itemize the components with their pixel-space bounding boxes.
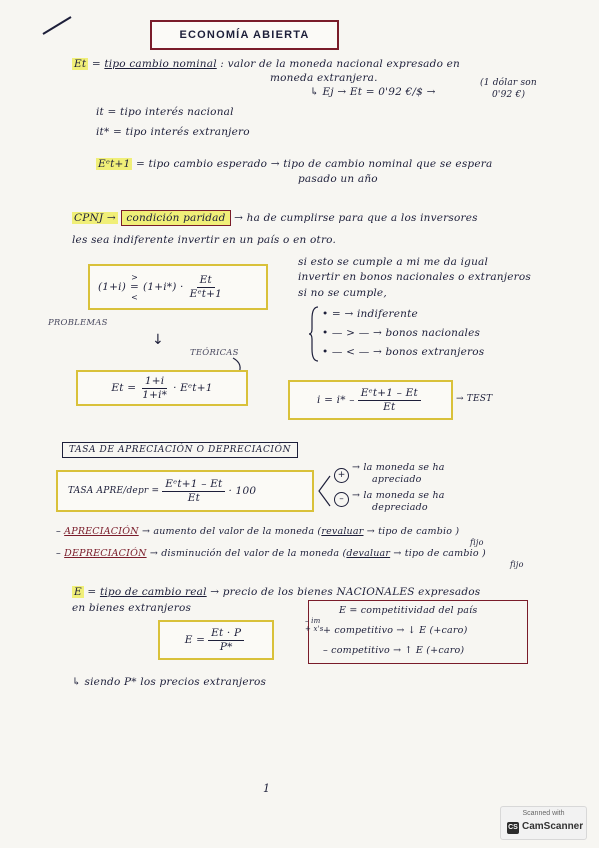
et1-text2: pasado un año — [298, 173, 378, 185]
interest-formula-box — [288, 380, 453, 420]
bullet-greater: • — > — → bonos nacionales — [322, 327, 481, 339]
badge-line2: CamScanner — [522, 821, 584, 832]
et-example-note2: 0'92 €) — [492, 90, 526, 100]
tasa-lhs: TASA APRE/depr = — [68, 486, 160, 496]
tasa-header: TASA DE APRECIACIÓN O DEPRECIACIÓN — [62, 442, 298, 458]
et1-line1 — [96, 158, 492, 170]
depreciacion-term: DEPRECIACIÓN — [64, 548, 147, 559]
page-title: ECONOMÍA ABIERTA — [150, 20, 339, 50]
real-line1: E = tipo de cambio real → precio de los bienes NACIONALES expresados — [74, 586, 481, 598]
et-formula-box — [76, 370, 248, 406]
pen-stroke-decoration — [40, 14, 74, 38]
f1-cmp-top: > — [131, 272, 138, 282]
minus-text2: depreciado — [372, 502, 428, 513]
f2-lhs: Et = — [111, 382, 137, 394]
bullet-less: • — < — → bonos extranjeros — [322, 346, 485, 358]
tasa-formula-box — [56, 470, 314, 512]
f1-left: (1+i) — [98, 281, 127, 293]
f2-den: 1+i* — [142, 388, 168, 401]
apreciacion-note: → tipo de cambio ) — [366, 526, 460, 537]
bullets-brace — [308, 305, 320, 363]
plus-text2: apreciado — [372, 474, 422, 485]
minus-circle: – — [334, 492, 349, 507]
plus-text1: → la moneda se ha — [352, 462, 445, 473]
tasa-brace — [316, 474, 332, 508]
real-text2: en bienes extranjeros — [72, 602, 192, 614]
f3-num: Eᵉt+1 – Et — [358, 387, 421, 401]
box-side-note: – im + x's — [305, 617, 324, 633]
f3-den: Et — [383, 400, 396, 413]
siendo-line: ↳ siendo P* los precios extranjeros — [72, 676, 267, 688]
plus-circle: + — [334, 468, 349, 483]
et-definition: Et = tipo cambio nominal : valor de la moneda nacional expresado en — [74, 58, 460, 70]
camscanner-logo-icon: CS — [507, 822, 519, 834]
et1-symbol: Eᵉt+1 — [98, 158, 131, 170]
teoricas-label: TEÓRICAS — [190, 348, 239, 358]
f1-cmp-bot: < — [131, 292, 138, 302]
box-line3: – competitivo → ↑ E (+caro) — [323, 645, 465, 656]
real-f-den: P* — [219, 640, 233, 653]
real-f-lhs: E = — [184, 634, 206, 646]
et-example-note1: (1 dólar son — [480, 78, 537, 88]
cpnj-text2: les sea indiferente invertir en un país o en otro. — [72, 234, 337, 246]
apreciacion-term: APRECIACIÓN — [64, 526, 139, 537]
it-definition: it = tipo interés nacional — [96, 106, 234, 118]
tasa-num: Eᵉt+1 – Et — [162, 478, 225, 492]
real-formula-box — [158, 620, 274, 660]
et-term: tipo cambio nominal — [104, 58, 217, 70]
depreciacion-note: → tipo de cambio ) — [393, 548, 486, 559]
et-symbol: Et — [74, 58, 87, 70]
box-line2: + competitivo → ↓ E (+caro) — [323, 625, 468, 636]
test-note: → TEST — [456, 394, 493, 404]
apreciacion-fijo: fijo — [470, 538, 484, 547]
it-star-definition: it* = tipo interés extranjero — [96, 126, 250, 138]
et-example: ↳ Ej → Et = 0'92 €/$ → — [310, 86, 436, 98]
f1-cmp-mid: = — [130, 280, 140, 293]
real-text1: → precio de los bienes NACIONALES expresados — [210, 586, 481, 598]
f3-lhs: i = i* – — [317, 394, 355, 406]
f1-num: Et — [197, 274, 215, 288]
badge-line1: Scanned with — [522, 810, 565, 817]
box-line1: E = competitividad del país — [339, 605, 478, 616]
cpnj-line1 — [72, 212, 478, 224]
f1-den: Eᵉt+1 — [189, 287, 223, 300]
real-symbol: E — [74, 586, 82, 598]
cpnj-text1: → ha de cumplirse para que a los inversores — [234, 212, 478, 224]
real-f-num: Et · P — [208, 627, 244, 641]
tasa-rhs: · 100 — [228, 485, 257, 497]
apreciacion-line: – APRECIACIÓN → aumento del valor de la moneda (revaluar → tipo de cambio ) — [56, 526, 460, 537]
page-number: 1 — [263, 782, 271, 795]
depreciacion-text: → disminución del valor de la moneda ( — [149, 548, 347, 559]
devaluar-term: devaluar — [346, 548, 391, 559]
et1-text1: = tipo cambio esperado → tipo de cambio nominal que se espera — [135, 158, 493, 170]
parity-formula-box — [88, 264, 268, 310]
et-text1: : valor de la moneda nacional expresado en — [220, 58, 460, 70]
note-right-l3: si no se cumple, — [298, 287, 387, 299]
down-arrow-icon: ↓ — [152, 332, 164, 348]
depreciacion-line: – DEPRECIACIÓN → disminución del valor de la moneda (devaluar → tipo de cambio ) — [56, 548, 486, 559]
f1-right: (1+i*) · — [143, 281, 184, 293]
cpnj-label: CPNJ → — [74, 212, 116, 224]
camscanner-badge — [500, 806, 587, 840]
competitividad-box — [305, 600, 528, 664]
real-term: tipo de cambio real — [99, 586, 207, 598]
depreciacion-fijo: fijo — [510, 560, 524, 569]
apreciacion-text: → aumento del valor de la moneda ( — [141, 526, 322, 537]
tasa-den: Et — [187, 491, 200, 504]
revaluar-term: revaluar — [321, 526, 364, 537]
note-right-l2: invertir en bonos nacionales o extranjeros — [298, 271, 531, 283]
et-text2: moneda extranjera. — [270, 72, 378, 84]
note-right-l1: si esto se cumple a mi me da igual — [298, 256, 489, 268]
problemas-label: PROBLEMAS — [48, 318, 108, 328]
f2-num: 1+i — [142, 375, 167, 389]
f2-rhs: · Eᵉt+1 — [173, 382, 213, 394]
cpnj-condition-box: condición paridad — [121, 210, 230, 226]
bullet-equal: • = → indiferente — [322, 308, 418, 320]
minus-text1: → la moneda se ha — [352, 490, 445, 501]
